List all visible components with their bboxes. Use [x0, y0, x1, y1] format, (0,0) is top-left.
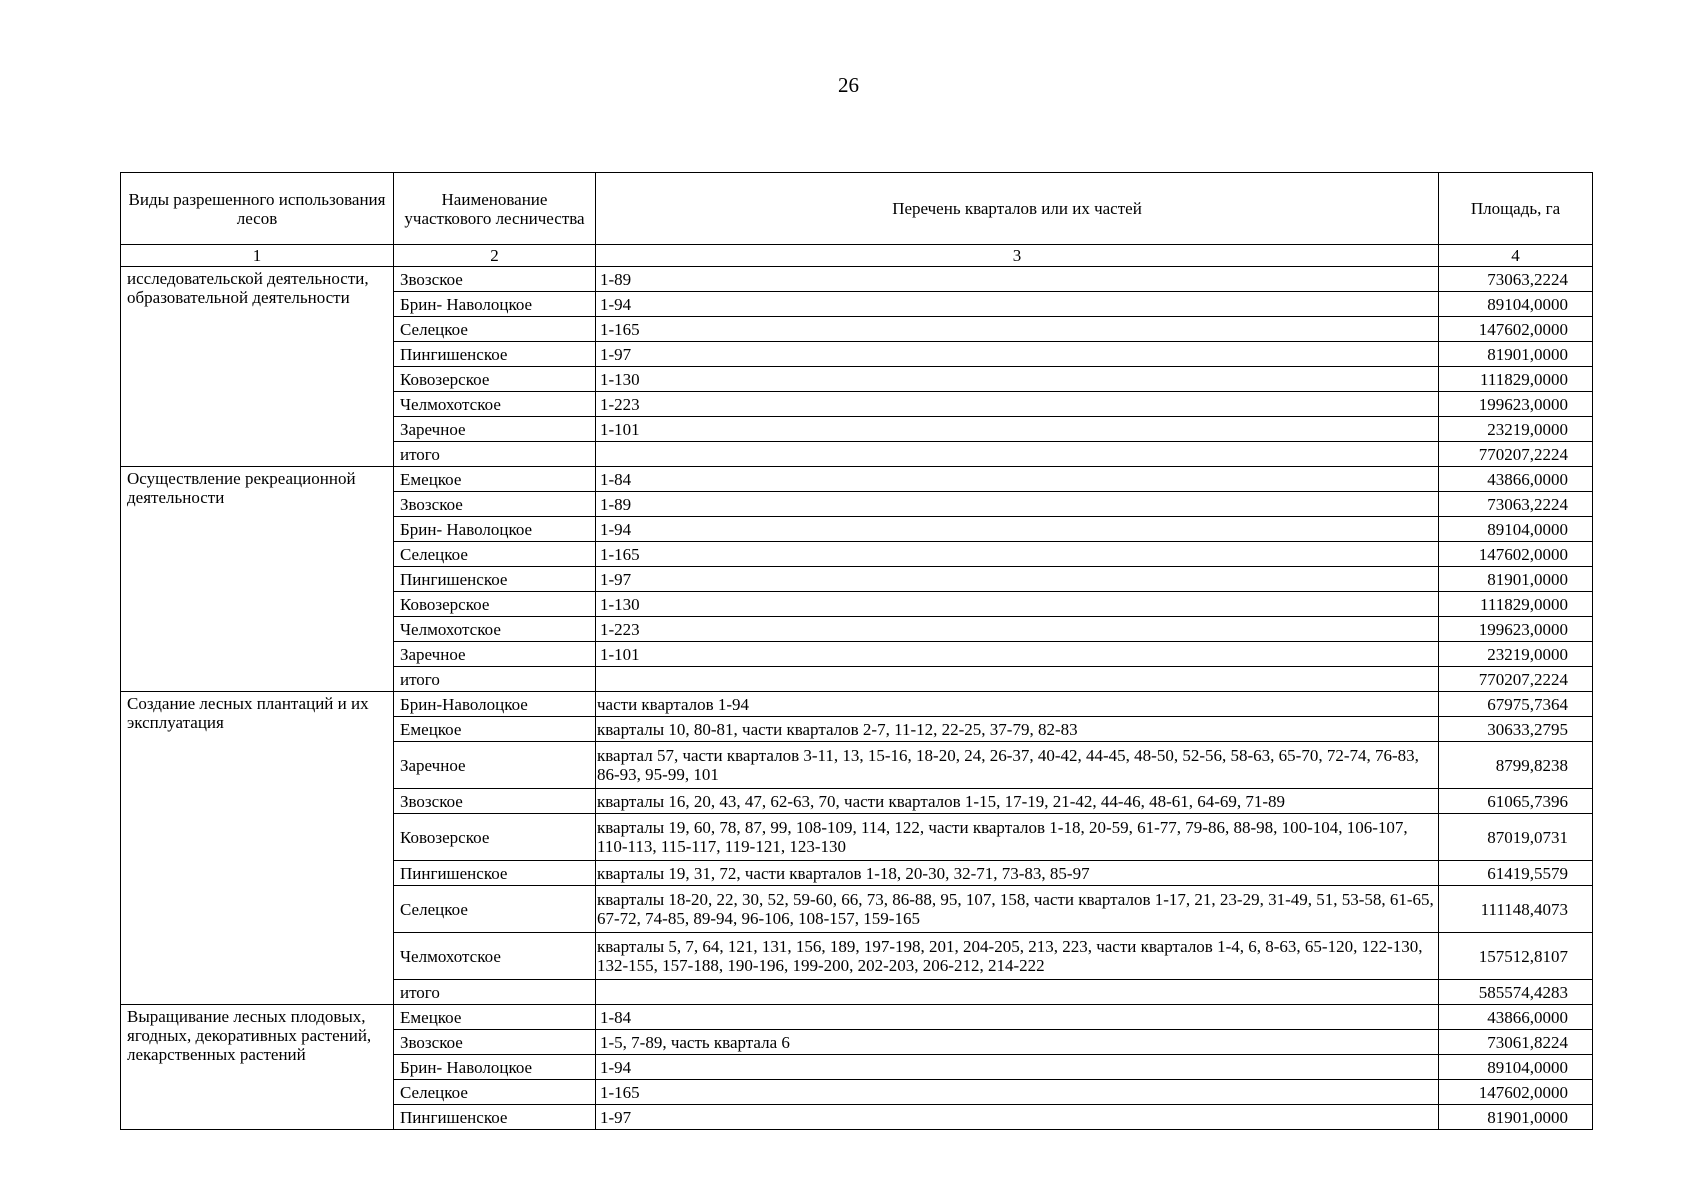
table-row [121, 467, 1593, 492]
area-cell: 67975,7364 [1439, 692, 1593, 717]
quarters-cell: 1-223 [596, 392, 1439, 417]
quarters-cell: 1-97 [596, 1105, 1439, 1130]
forestry-name-cell: Пингишенское [394, 1105, 596, 1130]
area-cell: 43866,0000 [1439, 1005, 1593, 1030]
area-cell: 61419,5579 [1439, 861, 1593, 886]
quarters-cell: 1-84 [596, 467, 1439, 492]
column-number-row [121, 245, 1593, 267]
forestry-name-cell: Заречное [394, 642, 596, 667]
forestry-name-cell: Брин- Наволоцкое [394, 517, 596, 542]
forestry-name-cell: Селецкое [394, 1080, 596, 1105]
quarters-cell: 1-97 [596, 342, 1439, 367]
header-quarters-list: Перечень кварталов или их частей [596, 173, 1439, 245]
quarters-cell: 1-223 [596, 617, 1439, 642]
quarters-cell: 1-94 [596, 517, 1439, 542]
quarters-cell: кварталы 10, 80-81, части кварталов 2-7, 11-12, 22-25, 37-79, 82-83 [596, 717, 1439, 742]
subtotal-label-cell: итого [394, 667, 596, 692]
area-cell: 81901,0000 [1439, 567, 1593, 592]
area-cell: 73063,2224 [1439, 492, 1593, 517]
quarters-cell [596, 667, 1439, 692]
column-number: 1 [121, 245, 394, 267]
area-cell: 61065,7396 [1439, 789, 1593, 814]
area-cell: 87019,0731 [1439, 814, 1593, 861]
forestry-name-cell: Заречное [394, 417, 596, 442]
area-cell: 111148,4073 [1439, 886, 1593, 933]
area-cell: 81901,0000 [1439, 342, 1593, 367]
column-number: 2 [394, 245, 596, 267]
quarters-cell [596, 442, 1439, 467]
area-cell: 43866,0000 [1439, 467, 1593, 492]
quarters-cell: 1-165 [596, 1080, 1439, 1105]
forestry-name-cell: Звозское [394, 789, 596, 814]
quarters-cell: 1-84 [596, 1005, 1439, 1030]
quarters-cell: 1-130 [596, 367, 1439, 392]
quarters-cell [596, 980, 1439, 1005]
quarters-cell: 1-165 [596, 317, 1439, 342]
quarters-cell: части кварталов 1-94 [596, 692, 1439, 717]
usage-type-cell: исследовательской деятельности, образовательной деятельности [121, 267, 394, 467]
quarters-cell: 1-89 [596, 267, 1439, 292]
forestry-name-cell: Селецкое [394, 317, 596, 342]
quarters-cell: 1-101 [596, 417, 1439, 442]
area-cell: 73063,2224 [1439, 267, 1593, 292]
forestry-name-cell: Брин-Наволоцкое [394, 692, 596, 717]
usage-type-cell: Создание лесных плантаций и их эксплуатация [121, 692, 394, 1005]
subtotal-area-cell: 585574,4283 [1439, 980, 1593, 1005]
forestry-name-cell: Селецкое [394, 886, 596, 933]
subtotal-area-cell: 770207,2224 [1439, 442, 1593, 467]
quarters-cell: кварталы 16, 20, 43, 47, 62-63, 70, части кварталов 1-15, 17-19, 21-42, 44-46, 48-61, 64-69, 71-89 [596, 789, 1439, 814]
quarters-cell: кварталы 18-20, 22, 30, 52, 59-60, 66, 73, 86-88, 95, 107, 158, части кварталов 1-17, 21, 23-29, 31-49, 51, 53-58, 61-65, 67-72, 74-85, 89-94, 96-106, 108-157, 159-165 [596, 886, 1439, 933]
forestry-name-cell: Челмохотское [394, 617, 596, 642]
quarters-cell: кварталы 5, 7, 64, 121, 131, 156, 189, 197-198, 201, 204-205, 213, 223, части кварталов 1-4, 6, 8-63, 65-120, 122-130, 132-155, 157-188, 190-196, 199-200, 202-203, 206-212, 214-222 [596, 933, 1439, 980]
forestry-name-cell: Селецкое [394, 542, 596, 567]
area-cell: 89104,0000 [1439, 517, 1593, 542]
area-cell: 73061,8224 [1439, 1030, 1593, 1055]
forestry-name-cell: Ковозерское [394, 814, 596, 861]
forestry-name-cell: Брин- Наволоцкое [394, 292, 596, 317]
forestry-name-cell: Челмохотское [394, 933, 596, 980]
forestry-name-cell: Звозское [394, 492, 596, 517]
quarters-cell: 1-94 [596, 292, 1439, 317]
subtotal-area-cell: 770207,2224 [1439, 667, 1593, 692]
quarters-cell: 1-5, 7-89, часть квартала 6 [596, 1030, 1439, 1055]
forestry-name-cell: Пингишенское [394, 342, 596, 367]
quarters-cell: 1-89 [596, 492, 1439, 517]
area-cell: 147602,0000 [1439, 317, 1593, 342]
subtotal-label-cell: итого [394, 442, 596, 467]
forestry-name-cell: Емецкое [394, 467, 596, 492]
area-cell: 23219,0000 [1439, 642, 1593, 667]
forestry-name-cell: Заречное [394, 742, 596, 789]
forestry-name-cell: Емецкое [394, 1005, 596, 1030]
area-cell: 199623,0000 [1439, 392, 1593, 417]
quarters-cell: квартал 57, части кварталов 3-11, 13, 15-16, 18-20, 24, 26-37, 40-42, 44-45, 48-50, 52-56, 58-63, 65-70, 72-74, 76-83, 86-93, 95-99, 101 [596, 742, 1439, 789]
forestry-name-cell: Ковозерское [394, 592, 596, 617]
usage-type-cell: Выращивание лесных плодовых, ягодных, декоративных растений, лекарственных растений [121, 1005, 394, 1130]
area-cell: 81901,0000 [1439, 1105, 1593, 1130]
forestry-name-cell: Звозское [394, 267, 596, 292]
column-number: 4 [1439, 245, 1593, 267]
area-cell: 111829,0000 [1439, 367, 1593, 392]
forestry-name-cell: Брин- Наволоцкое [394, 1055, 596, 1080]
forestry-name-cell: Челмохотское [394, 392, 596, 417]
area-cell: 199623,0000 [1439, 617, 1593, 642]
table-row [121, 692, 1593, 717]
header-usage-type: Виды разрешенного использования лесов [121, 173, 394, 245]
area-cell: 147602,0000 [1439, 542, 1593, 567]
area-cell: 147602,0000 [1439, 1080, 1593, 1105]
table-row [121, 1005, 1593, 1030]
forestry-name-cell: Пингишенское [394, 567, 596, 592]
quarters-cell: 1-97 [596, 567, 1439, 592]
quarters-cell: кварталы 19, 60, 78, 87, 99, 108-109, 114, 122, части кварталов 1-18, 20-59, 61-77, 79-86, 88-98, 100-104, 106-107, 110-113, 115-117, 119-121, 123-130 [596, 814, 1439, 861]
area-cell: 23219,0000 [1439, 417, 1593, 442]
quarters-cell: 1-94 [596, 1055, 1439, 1080]
quarters-cell: 1-101 [596, 642, 1439, 667]
usage-type-cell: Осуществление рекреационной деятельности [121, 467, 394, 692]
subtotal-label-cell: итого [394, 980, 596, 1005]
area-cell: 89104,0000 [1439, 292, 1593, 317]
page-number: 26 [838, 73, 859, 97]
forestry-name-cell: Звозское [394, 1030, 596, 1055]
forestry-name-cell: Емецкое [394, 717, 596, 742]
area-cell: 8799,8238 [1439, 742, 1593, 789]
forest-use-table [120, 172, 1593, 1130]
header-forestry-name: Наименование участкового лесничества [394, 173, 596, 245]
quarters-cell: кварталы 19, 31, 72, части кварталов 1-18, 20-30, 32-71, 73-83, 85-97 [596, 861, 1439, 886]
quarters-cell: 1-165 [596, 542, 1439, 567]
table-header-row [121, 173, 1593, 245]
column-number: 3 [596, 245, 1439, 267]
area-cell: 157512,8107 [1439, 933, 1593, 980]
quarters-cell: 1-130 [596, 592, 1439, 617]
area-cell: 111829,0000 [1439, 592, 1593, 617]
header-area: Площадь, га [1439, 173, 1593, 245]
table-row [121, 267, 1593, 292]
forestry-name-cell: Пингишенское [394, 861, 596, 886]
forestry-name-cell: Ковозерское [394, 367, 596, 392]
area-cell: 89104,0000 [1439, 1055, 1593, 1080]
area-cell: 30633,2795 [1439, 717, 1593, 742]
